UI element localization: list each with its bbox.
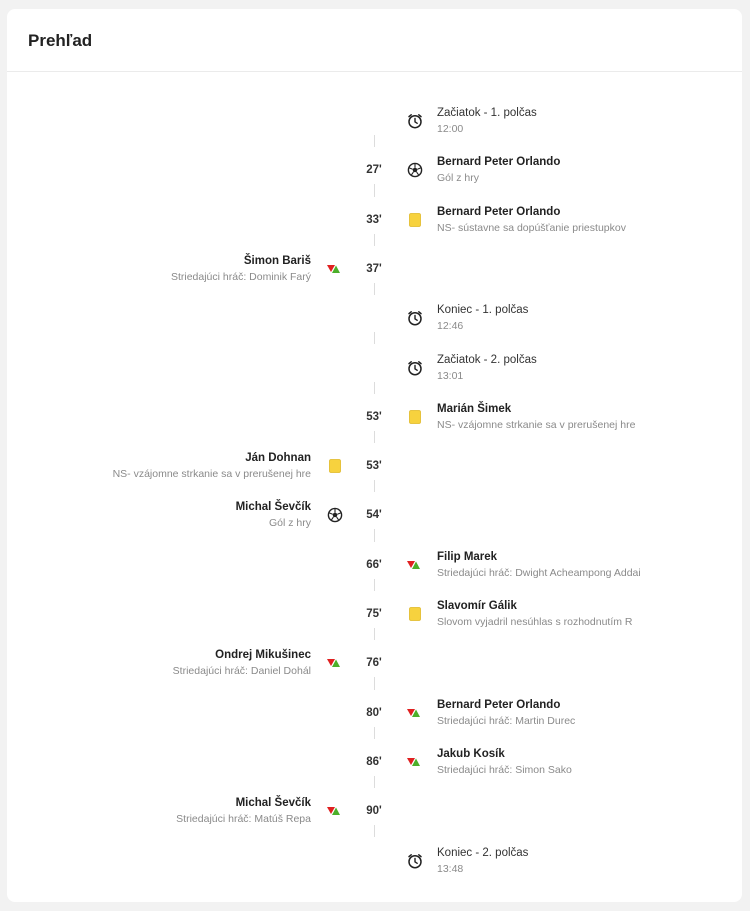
timeline-event bbox=[7, 550, 742, 590]
timeline-event bbox=[7, 747, 742, 787]
timeline-event bbox=[7, 698, 742, 738]
event-detail: NS- vzájomne strkanie sa v prerušenej hre bbox=[112, 468, 311, 481]
timeline-event bbox=[7, 846, 742, 886]
event-minute: 90' bbox=[366, 805, 382, 818]
yellow-card-icon bbox=[327, 458, 343, 474]
event-text bbox=[437, 155, 560, 185]
event-text bbox=[437, 402, 635, 432]
event-minute: 33' bbox=[366, 213, 382, 226]
timeline-event bbox=[7, 106, 742, 146]
substitution-icon bbox=[407, 557, 423, 573]
event-detail: Gól z hry bbox=[268, 517, 311, 530]
event-text bbox=[437, 303, 528, 333]
event-detail: NS- sústavne sa dopúšťanie priestupkov bbox=[437, 221, 626, 234]
event-detail: Striedajúci hráč: Dominik Farý bbox=[170, 270, 311, 283]
player-name: Slavomír Gálik bbox=[437, 600, 517, 612]
player-name: Bernard Peter Orlando bbox=[437, 156, 561, 169]
event-text bbox=[437, 698, 575, 728]
player-name: Michal Ševčík bbox=[235, 501, 311, 514]
event-detail: Striedajúci hráč: Dwight Acheampong Addai bbox=[437, 566, 641, 579]
clock-icon bbox=[407, 360, 423, 376]
event-title: Začiatok - 1. polčas bbox=[437, 107, 537, 119]
event-minute: 53' bbox=[366, 460, 382, 473]
event-text bbox=[437, 599, 633, 629]
player-name: Jakub Kosík bbox=[437, 747, 505, 760]
yellow-card-icon bbox=[407, 212, 423, 228]
event-detail: Slovom vyjadril nesúhlas s rozhodnutím R bbox=[437, 616, 633, 628]
event-detail: NS- vzájomne strkanie sa v prerušenej hre bbox=[437, 418, 636, 431]
substitution-icon bbox=[327, 261, 343, 277]
timeline-event bbox=[7, 451, 742, 491]
substitution-icon bbox=[407, 754, 423, 770]
event-detail: Striedajúci hráč: Daniel Dohál bbox=[172, 665, 311, 678]
player-name: Marián Šimek bbox=[437, 402, 512, 415]
timeline-event bbox=[7, 599, 742, 639]
event-minute: 75' bbox=[366, 608, 382, 620]
player-name: Šimon Bariš bbox=[243, 254, 311, 267]
event-detail: 12:46 bbox=[437, 320, 464, 333]
timeline-event bbox=[7, 648, 742, 688]
event-title: Koniec - 2. polčas bbox=[437, 846, 529, 859]
player-name: Ján Dohnan bbox=[245, 452, 311, 465]
event-text bbox=[437, 550, 641, 580]
timeline-event bbox=[7, 303, 742, 343]
timeline-event bbox=[7, 796, 742, 836]
timeline-event bbox=[7, 402, 742, 442]
clock-icon bbox=[407, 853, 423, 869]
clock-icon bbox=[407, 113, 423, 129]
event-text bbox=[437, 846, 528, 876]
player-name: Bernard Peter Orlando bbox=[437, 205, 561, 218]
event-title: Koniec - 1. polčas bbox=[437, 304, 529, 317]
player-name: Filip Marek bbox=[437, 550, 498, 563]
event-minute: 76' bbox=[366, 657, 382, 670]
match-timeline bbox=[7, 9, 742, 902]
timeline-event bbox=[7, 500, 742, 540]
ball-icon bbox=[327, 507, 343, 523]
event-detail: 13:48 bbox=[437, 862, 464, 875]
event-title: Začiatok - 2. polčas bbox=[437, 353, 537, 366]
event-text bbox=[437, 106, 537, 136]
event-text bbox=[437, 747, 572, 777]
event-minute: 27' bbox=[366, 164, 382, 177]
ball-icon bbox=[407, 162, 423, 178]
event-text bbox=[176, 796, 311, 826]
event-text bbox=[173, 648, 311, 678]
event-text bbox=[437, 353, 537, 383]
event-minute: 66' bbox=[366, 558, 382, 571]
substitution-icon bbox=[407, 705, 423, 721]
timeline-event bbox=[7, 353, 742, 393]
event-minute: 54' bbox=[366, 509, 382, 522]
event-detail: Striedajúci hráč: Matúš Repa bbox=[176, 813, 311, 826]
event-text bbox=[171, 254, 311, 284]
yellow-card-icon bbox=[407, 409, 423, 425]
event-text bbox=[113, 451, 311, 481]
event-detail: 13:01 bbox=[437, 369, 464, 382]
event-detail: 12:00 bbox=[437, 123, 464, 135]
substitution-icon bbox=[327, 655, 343, 671]
event-text bbox=[236, 500, 311, 530]
event-minute: 86' bbox=[366, 755, 382, 768]
timeline-event bbox=[7, 254, 742, 294]
player-name: Michal Ševčík bbox=[235, 797, 311, 810]
timeline-event bbox=[7, 155, 742, 195]
clock-icon bbox=[407, 310, 423, 326]
event-detail: Striedajúci hráč: Simon Sako bbox=[437, 763, 572, 776]
substitution-icon bbox=[327, 803, 343, 819]
event-detail: Gól z hry bbox=[437, 172, 480, 185]
event-detail: Striedajúci hráč: Martin Durec bbox=[437, 714, 576, 727]
player-name: Bernard Peter Orlando bbox=[437, 698, 561, 711]
event-minute: 37' bbox=[366, 262, 382, 275]
event-minute: 53' bbox=[366, 410, 382, 423]
event-text bbox=[437, 205, 626, 235]
player-name: Ondrej Mikušinec bbox=[215, 649, 311, 662]
page-title: Prehľad bbox=[28, 31, 93, 50]
event-minute: 80' bbox=[366, 706, 382, 719]
yellow-card-icon bbox=[407, 606, 423, 622]
timeline-event bbox=[7, 205, 742, 245]
overview-card bbox=[7, 9, 742, 902]
